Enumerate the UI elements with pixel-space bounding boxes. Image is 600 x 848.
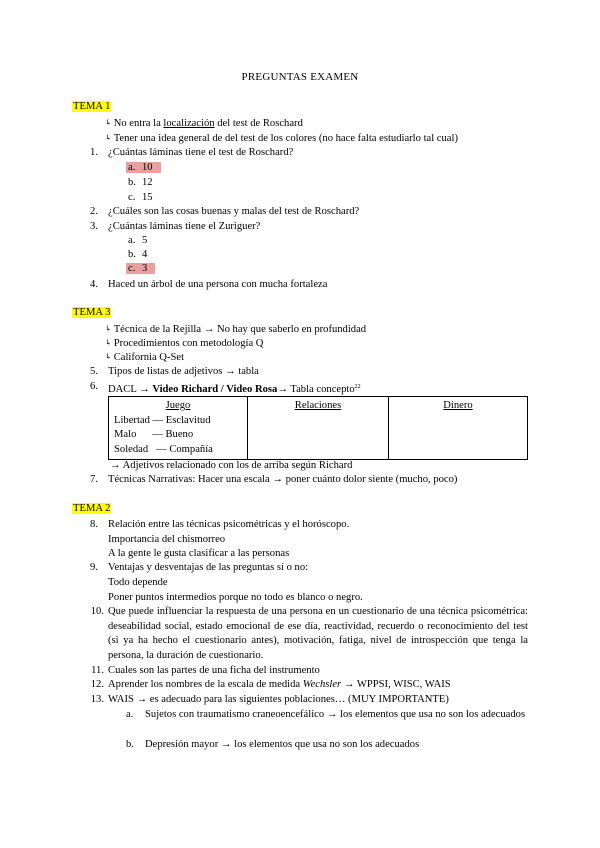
question-9: Ventajas y desventajas de las preguntas sí o no: [108,562,309,573]
question-number: 1. [90,147,98,158]
tema3-note-2: ↳ Procedimientos con metodología Q [105,338,264,349]
q13-option-b: Depresión mayor → los elementos que usa no son los adecuados [145,739,420,750]
question-number: 10. [90,606,104,617]
question-4: Haced un árbol de una persona con mucha fortaleza [108,279,328,290]
tema1-heading: TEMA 1 [73,101,111,112]
tema2-heading: TEMA 2 [73,503,111,514]
q3-option-b: b. 4 [128,249,148,260]
tema1-note-2: ↳ Tener una idea general de del test de los colores (no hace falta estudiarlo tal cual) [105,133,458,144]
question-number: 2. [90,206,98,217]
corner-arrow-icon: ↳ [105,118,112,127]
tema3-note-1: ↳ Técnica de la Rejilla → No hay que saberlo en profundidad [105,324,367,335]
question-6: DACL → Video Richard / Video Rosa→ Tabla concepto$^{22}$ [108,384,361,395]
question-10: Que puede influenciar la respuesta de una persona en un cuestionario de una técnica psicométrica: deseabilidad social, estado emocional de ese día, reactividad, recuerdo o reconocimiento del test (si ya ha hecho el cuestionario antes), motivación, fatiga, nivel de introspección que tenga la persona, la duración de cuestionario. [108,606,528,661]
corner-arrow-icon: ↳ [105,324,112,333]
q1-option-c: c. 15 [128,192,153,203]
question-2: ¿Cuáles son las cosas buenas y malas del test de Roschard? [108,206,360,217]
question-number: 11. [91,665,104,676]
question-3: ¿Cuántas láminas tiene el Zuriguer? [108,221,261,232]
table-header-dinero: Dinero [443,400,473,411]
question-number: 7. [90,474,98,485]
question-12: Aprender los nombres de la escala de medida Wechsler → WPPSI, WISC, WAIS [108,679,451,690]
question-number: 6. [90,381,98,392]
corner-arrow-icon: ↳ [105,352,112,361]
q13-option-a: Sujetos con traumatismo craneoencefálico → los elementos que usa no son los adecuados [145,709,526,720]
q3-option-c: c. 3 [126,262,155,277]
page-title: PREGUNTAS EXAMEN [241,71,359,83]
question-number: 3. [90,221,98,232]
question-number: 8. [90,519,98,530]
table-cell-relaciones [248,397,389,460]
tema3-note-3: ↳ California Q-Set [105,352,185,363]
question-8: Relación entre las técnicas psicométricas y el horóscopo. [108,519,350,530]
question-number: 4. [90,279,98,290]
table-row: Malo — Bueno [114,429,194,441]
corner-arrow-icon: ↳ [105,338,112,347]
question-11: Cuales son las partes de una ficha del instrumento [108,665,320,676]
answer-line: A la gente le gusta clasificar a las personas [108,548,290,559]
table-cell-juego [109,397,248,460]
table-row: Libertad — Esclavitud [114,414,211,426]
question-number: 13. [90,694,104,705]
answer-line: Todo depende [108,577,168,588]
q3-option-a: a. 5 [128,235,148,246]
question-13: WAIS → es adecuado para las siguientes poblaciones… (MUY IMPORTANTE) [108,694,449,705]
corner-arrow-icon: ↳ [105,133,112,142]
tema1-note-1: ↳ No entra la localización del test de Roschard [105,118,303,129]
answer-line: Poner puntos intermedios porque no todo es blanco o negro. [108,592,363,603]
answer-line: Importancia del chismorreo [108,534,226,545]
table-cell-dinero [389,397,528,460]
question-number: 9. [90,562,98,573]
table-header-relaciones: Relaciones [294,400,342,411]
table-row: Soledad — Compañía [114,443,213,455]
q13-option-a-label: a. [126,709,134,720]
question-1: ¿Cuántas láminas tiene el test de Roschard? [108,147,294,158]
q1-option-a: a. 10 [126,161,161,176]
tema3-heading: TEMA 3 [73,307,111,318]
question-5: Tipos de listas de adjetivos → tabla [108,366,259,377]
q13-option-b-label: b. [126,739,134,750]
question-number: 5. [90,366,98,377]
question-number: 12. [90,679,104,690]
q1-option-b: b. 12 [128,177,153,188]
table-note: → Adjetivos relacionado con los de arriba según Richard [110,460,353,471]
question-7: Técnicas Narrativas: Hacer una escala → poner cuánto dolor siente (mucho, poco) [108,474,458,485]
dacl-table [108,396,528,460]
table-header-juego: Juego [165,400,191,411]
